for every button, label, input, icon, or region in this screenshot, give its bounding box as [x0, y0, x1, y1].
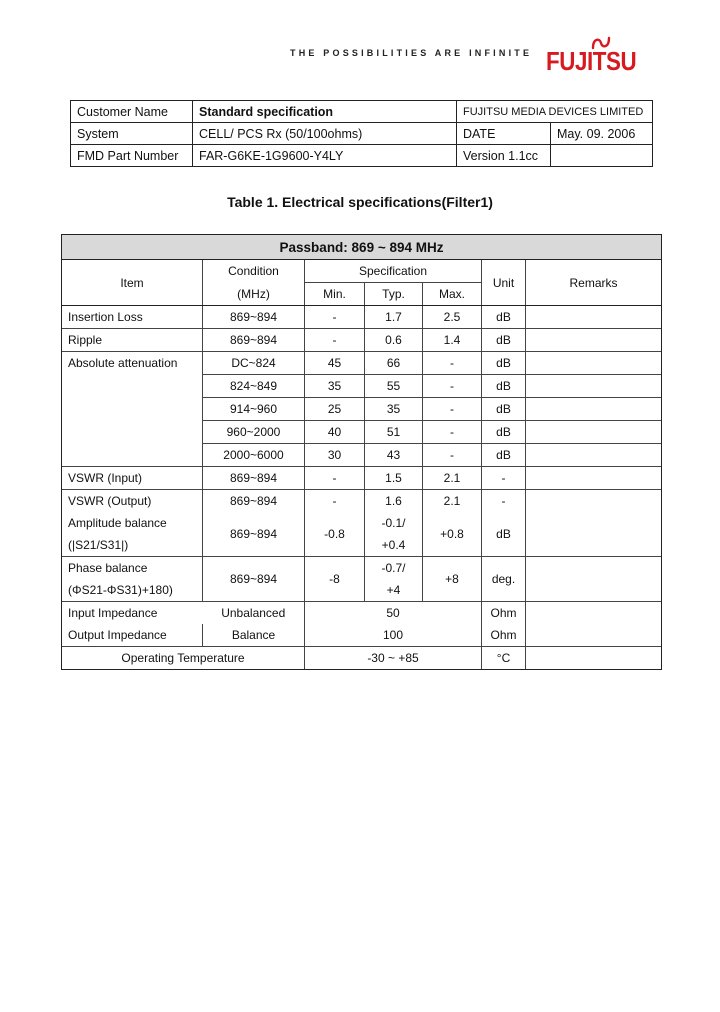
row-min: -0.8	[305, 512, 365, 557]
row-condition: Balance	[203, 624, 305, 647]
row-remarks	[526, 375, 662, 398]
row-min: 35	[305, 375, 365, 398]
row-unit: dB	[482, 512, 526, 557]
row-condition: 869~894	[203, 306, 305, 329]
row-unit: dB	[482, 329, 526, 352]
row-unit: dB	[482, 421, 526, 444]
row-item-line2: (ΦS21-ΦS31)+180)	[68, 583, 173, 597]
row-unit: dB	[482, 398, 526, 421]
row-typ-line2: +0.4	[381, 538, 406, 552]
company-name: FUJITSU MEDIA DEVICES LIMITED	[457, 101, 653, 123]
row-value: 100	[305, 624, 482, 647]
row-max: 2.1	[423, 467, 482, 490]
electrical-spec-table	[61, 234, 662, 670]
row-condition: 869~894	[203, 329, 305, 352]
system-value: CELL/ PCS Rx (50/100ohms)	[193, 123, 457, 145]
row-item: Ripple	[62, 329, 203, 352]
row-min: -	[305, 329, 365, 352]
row-unit: dB	[482, 375, 526, 398]
row-unit: dB	[482, 352, 526, 375]
row-condition: 824~849	[203, 375, 305, 398]
row-item-line2: (|S21/S31|)	[68, 538, 129, 552]
row-unit: °C	[482, 647, 526, 670]
table-row	[62, 467, 662, 490]
system-label: System	[71, 123, 193, 145]
row-condition: 869~894	[203, 490, 305, 513]
row-max: 2.5	[423, 306, 482, 329]
table-row	[62, 329, 662, 352]
row-remarks	[526, 352, 662, 375]
row-typ: 66	[365, 352, 423, 375]
row-max: +0.8	[423, 512, 482, 557]
row-min: 45	[305, 352, 365, 375]
part-number-value: FAR-G6KE-1G9600-Y4LY	[193, 145, 457, 167]
col-unit-header: Unit	[482, 260, 526, 306]
row-value: 50	[305, 602, 482, 625]
fujitsu-logo	[546, 36, 650, 78]
row-condition: 869~894	[203, 467, 305, 490]
row-remarks	[526, 512, 662, 557]
document-info-table	[70, 100, 653, 167]
row-typ: 43	[365, 444, 423, 467]
row-unit: deg.	[482, 557, 526, 602]
row-remarks	[526, 398, 662, 421]
row-item	[62, 512, 203, 557]
date-value: May. 09. 2006	[551, 123, 653, 145]
row-remarks	[526, 329, 662, 352]
table-row	[62, 512, 662, 557]
table-row	[62, 352, 662, 375]
table-row	[62, 602, 662, 625]
passband-header: Passband: 869 ~ 894 MHz	[62, 235, 662, 260]
row-min: -8	[305, 557, 365, 602]
row-unit: dB	[482, 306, 526, 329]
date-label: DATE	[457, 123, 551, 145]
table-row	[62, 557, 662, 602]
col-typ-header: Typ.	[365, 283, 423, 306]
row-typ: 0.6	[365, 329, 423, 352]
col-condition-header: Condition	[203, 260, 305, 283]
row-condition: 914~960	[203, 398, 305, 421]
row-item	[62, 557, 203, 602]
row-remarks	[526, 444, 662, 467]
row-typ-line2: +4	[386, 583, 401, 597]
row-min: -	[305, 490, 365, 513]
logo-text: FUJITSU	[546, 46, 637, 76]
row-max: +8	[423, 557, 482, 602]
row-remarks	[526, 647, 662, 670]
row-min: 30	[305, 444, 365, 467]
col-remarks-header: Remarks	[526, 260, 662, 306]
table-row	[62, 624, 662, 647]
row-typ: 55	[365, 375, 423, 398]
col-max-header: Max.	[423, 283, 482, 306]
row-remarks	[526, 490, 662, 513]
table-row	[62, 647, 662, 670]
row-item: Absolute attenuation	[62, 352, 203, 467]
row-unit: Ohm	[482, 602, 526, 625]
row-typ: 1.6	[365, 490, 423, 513]
row-remarks	[526, 421, 662, 444]
row-typ: 1.7	[365, 306, 423, 329]
row-condition: DC~824	[203, 352, 305, 375]
row-typ: 35	[365, 398, 423, 421]
row-unit: Ohm	[482, 624, 526, 647]
row-min: 25	[305, 398, 365, 421]
row-value: -30 ~ +85	[305, 647, 482, 670]
row-item: VSWR (Output)	[62, 490, 203, 513]
row-max: -	[423, 421, 482, 444]
brand-tagline: THE POSSIBILITIES ARE INFINITE	[290, 48, 533, 58]
row-remarks	[526, 602, 662, 625]
row-max: 1.4	[423, 329, 482, 352]
row-max: 2.1	[423, 490, 482, 513]
row-item: Operating Temperature	[62, 647, 305, 670]
row-max: -	[423, 444, 482, 467]
row-unit: -	[482, 490, 526, 513]
version-label: Version 1.1cc	[457, 145, 551, 167]
row-max: -	[423, 352, 482, 375]
table-row	[62, 490, 662, 513]
row-condition: 869~894	[203, 557, 305, 602]
row-unit: -	[482, 467, 526, 490]
col-min-header: Min.	[305, 283, 365, 306]
row-item: VSWR (Input)	[62, 467, 203, 490]
col-item-header: Item	[62, 260, 203, 306]
empty-cell	[551, 145, 653, 167]
row-remarks	[526, 467, 662, 490]
col-condition-unit: (MHz)	[203, 283, 305, 306]
part-number-label: FMD Part Number	[71, 145, 193, 167]
row-item: Output Impedance	[62, 624, 203, 647]
row-max: -	[423, 375, 482, 398]
row-item-line1: Amplitude balance	[68, 516, 167, 530]
row-remarks	[526, 557, 662, 602]
row-typ	[365, 512, 423, 557]
row-typ: 1.5	[365, 467, 423, 490]
row-condition: 960~2000	[203, 421, 305, 444]
col-spec-header: Specification	[305, 260, 482, 283]
customer-name-label: Customer Name	[71, 101, 193, 123]
row-typ: 51	[365, 421, 423, 444]
row-item-line1: Phase balance	[68, 561, 148, 575]
row-unit: dB	[482, 444, 526, 467]
row-min: -	[305, 306, 365, 329]
row-typ-line1: -0.1/	[381, 516, 406, 530]
row-max: -	[423, 398, 482, 421]
row-item: Insertion Loss	[62, 306, 203, 329]
row-typ	[365, 557, 423, 602]
row-condition: 869~894	[203, 512, 305, 557]
row-min: -	[305, 467, 365, 490]
row-condition: 2000~6000	[203, 444, 305, 467]
table-title: Table 1. Electrical specifications(Filter1)	[227, 194, 493, 210]
row-min: 40	[305, 421, 365, 444]
row-typ-line1: -0.7/	[381, 561, 406, 575]
row-remarks	[526, 624, 662, 647]
table-row	[62, 306, 662, 329]
row-condition: Unbalanced	[203, 602, 305, 625]
row-remarks	[526, 306, 662, 329]
row-item: Input Impedance	[62, 602, 203, 625]
customer-name-value: Standard specification	[193, 101, 457, 123]
